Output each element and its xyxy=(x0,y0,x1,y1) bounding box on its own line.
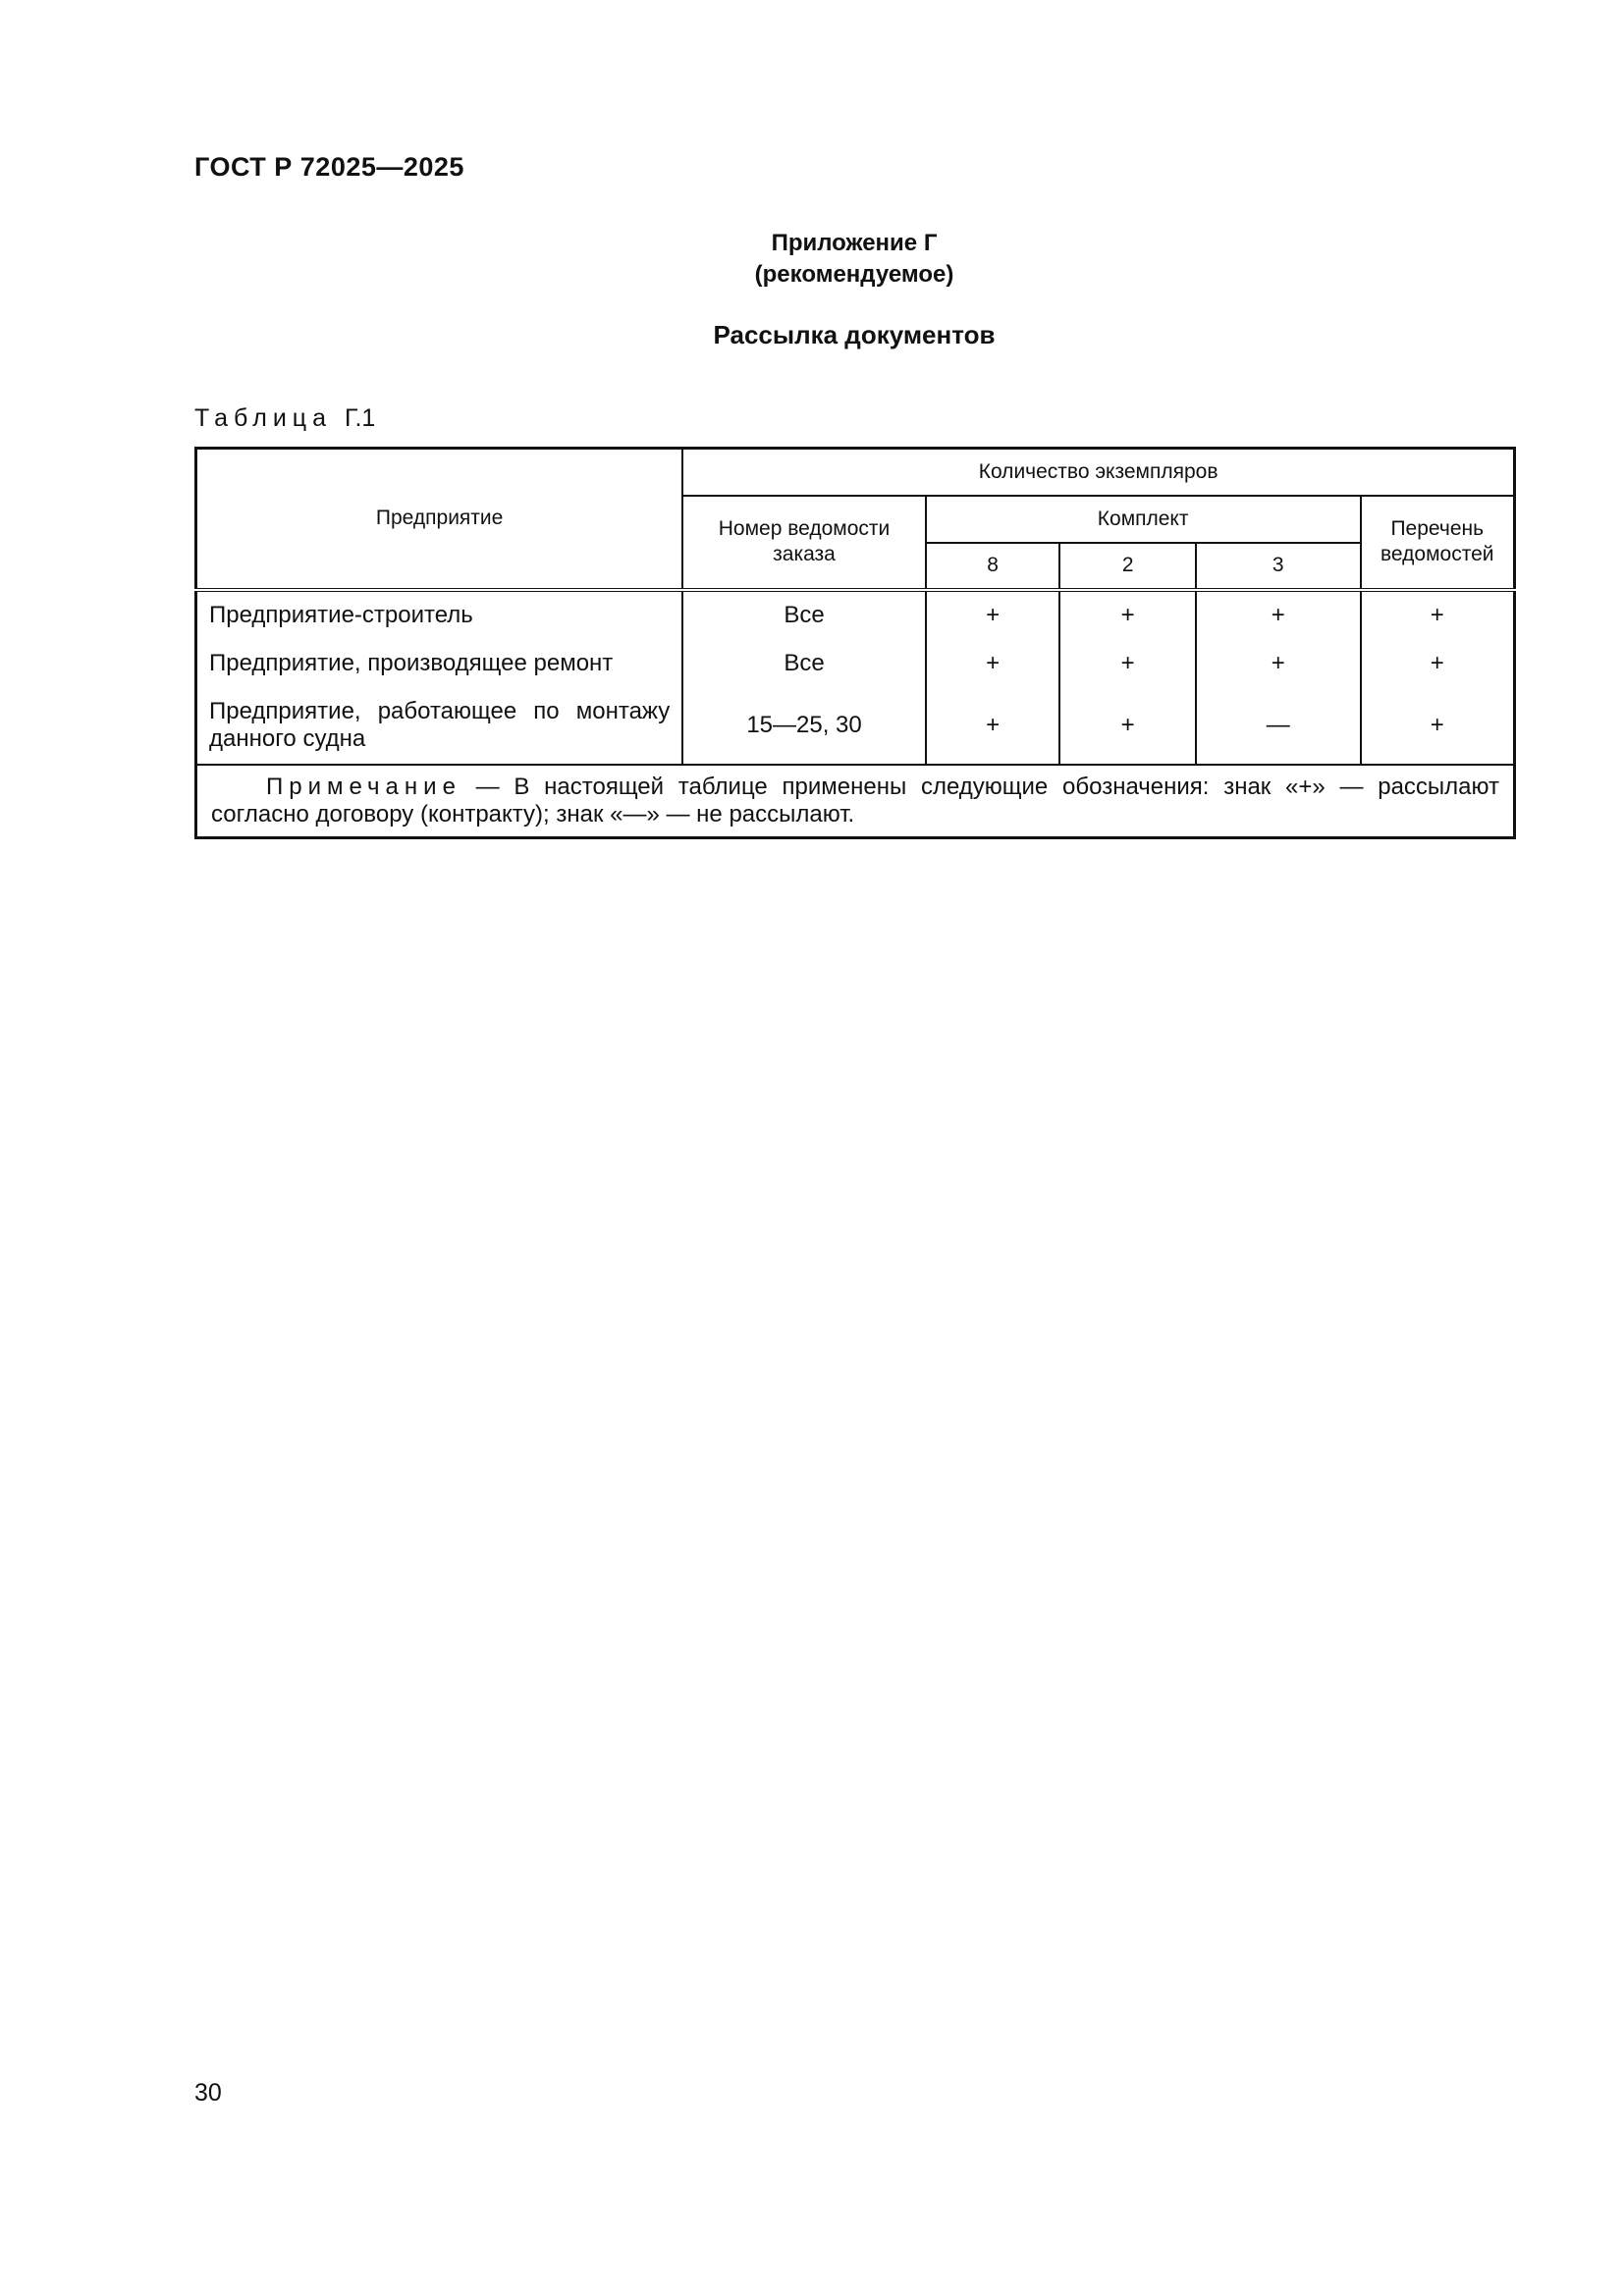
cell-enterprise: Предприятие, производящее ремонт xyxy=(196,639,683,688)
cell-set: + xyxy=(1196,590,1361,639)
document-code: ГОСТ Р 72025—2025 xyxy=(194,152,464,182)
appendix-heading: Рассылка документов xyxy=(713,320,996,349)
cell-set: + xyxy=(1059,688,1196,765)
cell-order: Все xyxy=(682,639,926,688)
header-copies: Количество экземпляров xyxy=(682,449,1514,496)
header-set: Комплект xyxy=(926,496,1361,543)
note-lead: Примечание xyxy=(266,773,461,800)
cell-set: + xyxy=(1059,639,1196,688)
cell-order: 15—25, 30 xyxy=(682,688,926,765)
distribution-table xyxy=(194,447,1516,839)
appendix-title-block xyxy=(0,228,1624,291)
cell-list: + xyxy=(1361,639,1515,688)
note-text: — В настоящей таблице применены следующие обозначения: знак «+» — рассылают согласно договору (контракту); знак «—» — не рассылают. xyxy=(211,773,1499,828)
table-note xyxy=(196,765,1515,838)
table-caption-label: Таблица xyxy=(194,404,333,432)
table-row xyxy=(196,590,1515,639)
header-set-col: 8 xyxy=(926,543,1060,590)
cell-enterprise: Предприятие, работающее по монтажу данного судна xyxy=(196,688,683,765)
cell-order: Все xyxy=(682,590,926,639)
header-enterprise: Предприятие xyxy=(196,449,683,590)
cell-enterprise: Предприятие-строитель xyxy=(196,590,683,639)
cell-set: + xyxy=(926,688,1060,765)
header-list: Перечень ведомостей xyxy=(1361,496,1515,590)
appendix-status: (рекомендуемое) xyxy=(754,261,954,288)
cell-list: + xyxy=(1361,590,1515,639)
cell-list: + xyxy=(1361,688,1515,765)
table-row xyxy=(196,639,1515,688)
table-caption-number: Г.1 xyxy=(344,404,376,432)
header-order-number: Номер ведомости заказа xyxy=(682,496,926,590)
page-number: 30 xyxy=(194,2079,222,2107)
cell-set: + xyxy=(1196,639,1361,688)
cell-set: + xyxy=(1059,590,1196,639)
table-row xyxy=(196,688,1515,765)
cell-set: — xyxy=(1196,688,1361,765)
cell-set: + xyxy=(926,639,1060,688)
table-note-row xyxy=(196,765,1515,838)
cell-set: + xyxy=(926,590,1060,639)
header-set-col: 2 xyxy=(1059,543,1196,590)
header-set-col: 3 xyxy=(1196,543,1361,590)
appendix-title: Приложение Г xyxy=(771,230,938,256)
table-caption xyxy=(194,404,375,433)
